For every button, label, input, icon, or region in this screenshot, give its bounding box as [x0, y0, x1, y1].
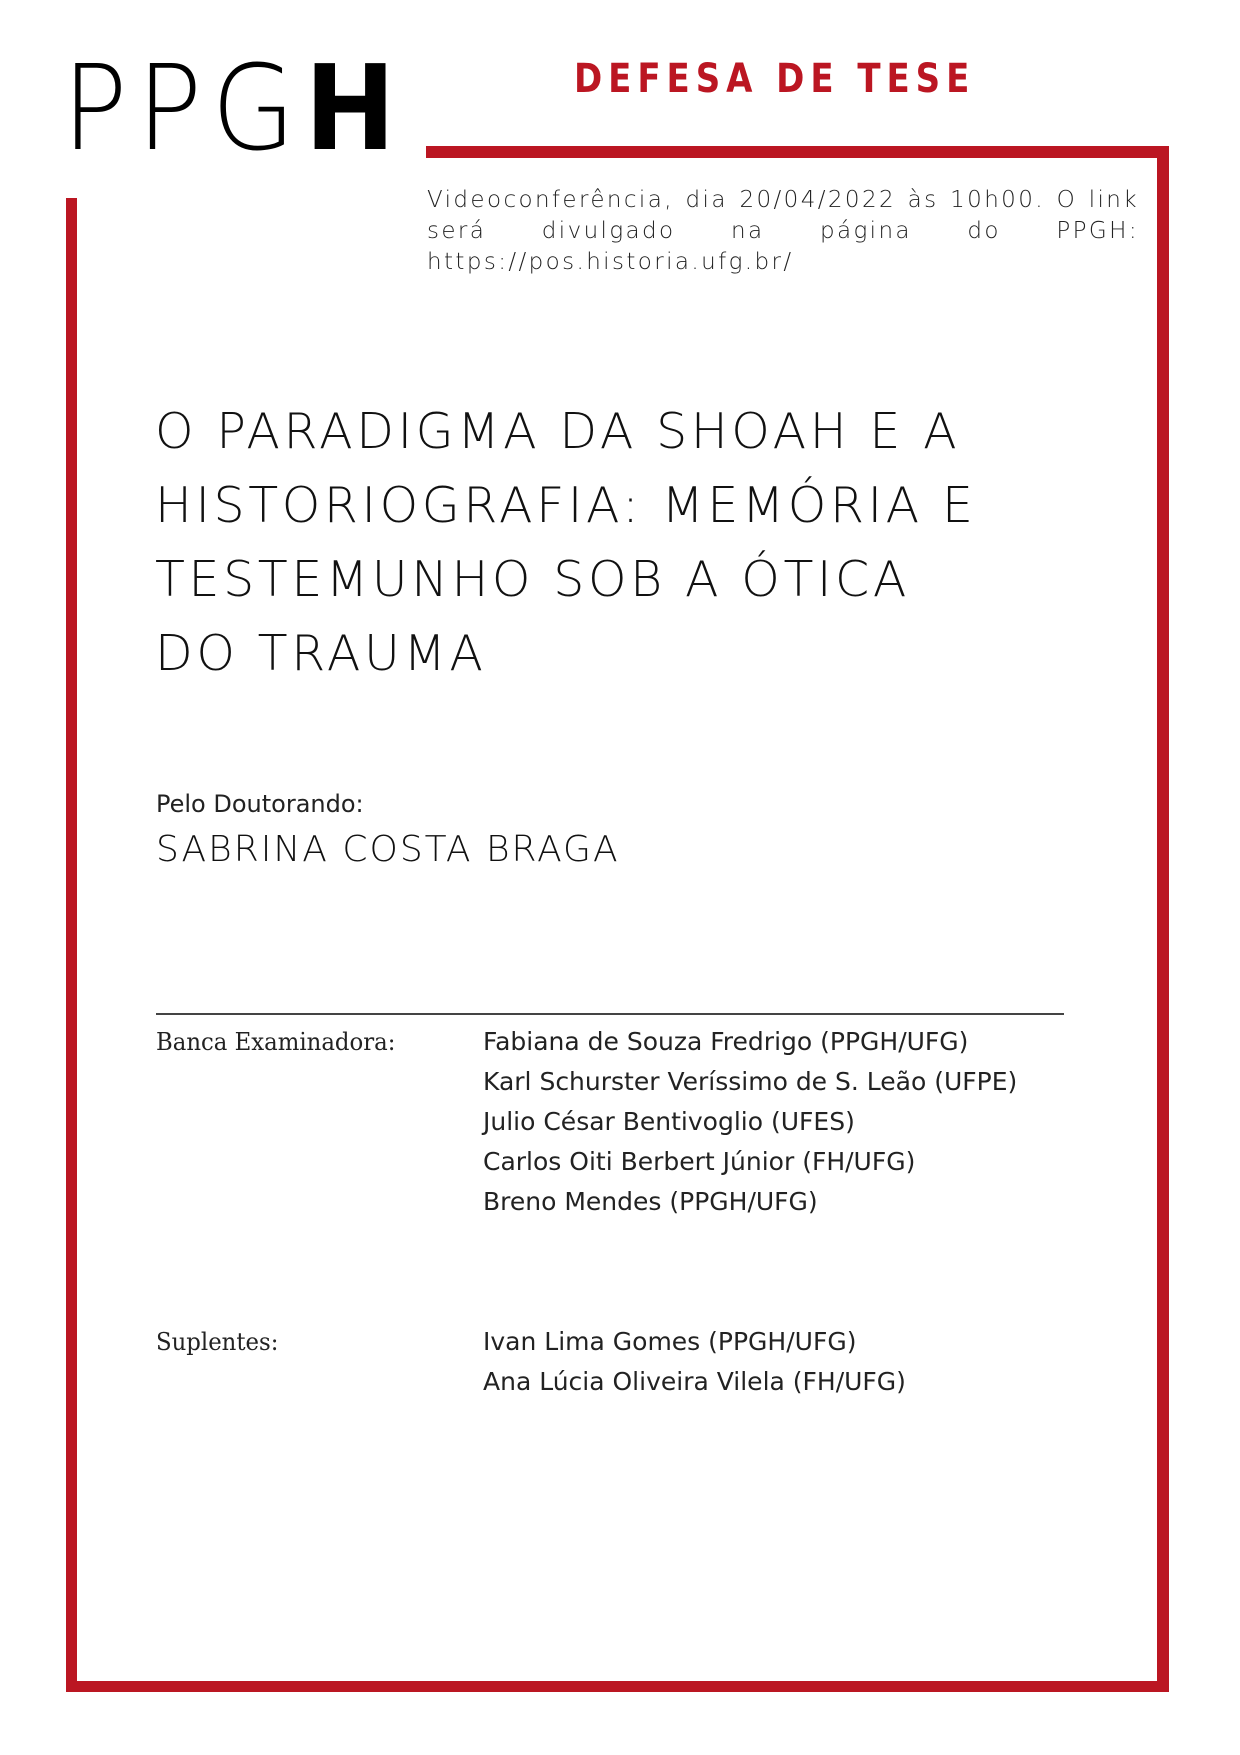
alternates-label: Suplentes:	[156, 1328, 279, 1356]
frame-left-bar	[66, 198, 77, 1692]
committee-member: Fabiana de Souza Fredrigo (PPGH/UFG)	[483, 1027, 969, 1056]
page-title: DEFESA DE TESE	[574, 56, 976, 102]
frame-top-bar	[426, 146, 1169, 158]
logo-bold-text: H	[304, 39, 405, 177]
thesis-title-line: TESTEMUNHO SOB A ÓTICA	[155, 551, 910, 608]
committee-label: Banca Examinadora:	[156, 1028, 396, 1056]
committee-member: Breno Mendes (PPGH/UFG)	[483, 1187, 818, 1216]
alternate-member: Ana Lúcia Oliveira Vilela (FH/UFG)	[483, 1367, 906, 1396]
venue-info: Videoconferência, dia 20/04/2022 às 10h00. O link será divulgado na página do PPGH: https://pos.historia.ufg.br/	[427, 187, 1139, 275]
candidate-label: Pelo Doutorando:	[156, 790, 364, 818]
section-divider	[156, 1013, 1064, 1015]
candidate-name: SABRINA COSTA BRAGA	[156, 829, 620, 870]
committee-list	[483, 1022, 1017, 1222]
committee-member: Karl Schurster Veríssimo de S. Leão (UFPE)	[483, 1067, 1018, 1096]
committee-member: Julio César Bentivoglio (UFES)	[483, 1107, 855, 1136]
thesis-title-line: O PARADIGMA DA SHOAH E A	[155, 403, 961, 460]
logo-light-text: PPG	[62, 39, 305, 177]
frame-bottom-bar	[66, 1681, 1169, 1692]
frame-right-bar	[1157, 146, 1169, 1692]
thesis-title	[155, 395, 1085, 691]
alternate-member: Ivan Lima Gomes (PPGH/UFG)	[483, 1327, 857, 1356]
thesis-title-line: DO TRAUMA	[155, 625, 487, 682]
committee-member: Carlos Oiti Berbert Júnior (FH/UFG)	[483, 1147, 916, 1176]
ppgh-logo	[62, 39, 405, 177]
thesis-title-line: HISTORIOGRAFIA: MEMÓRIA E	[155, 477, 977, 534]
alternates-list	[483, 1322, 906, 1402]
